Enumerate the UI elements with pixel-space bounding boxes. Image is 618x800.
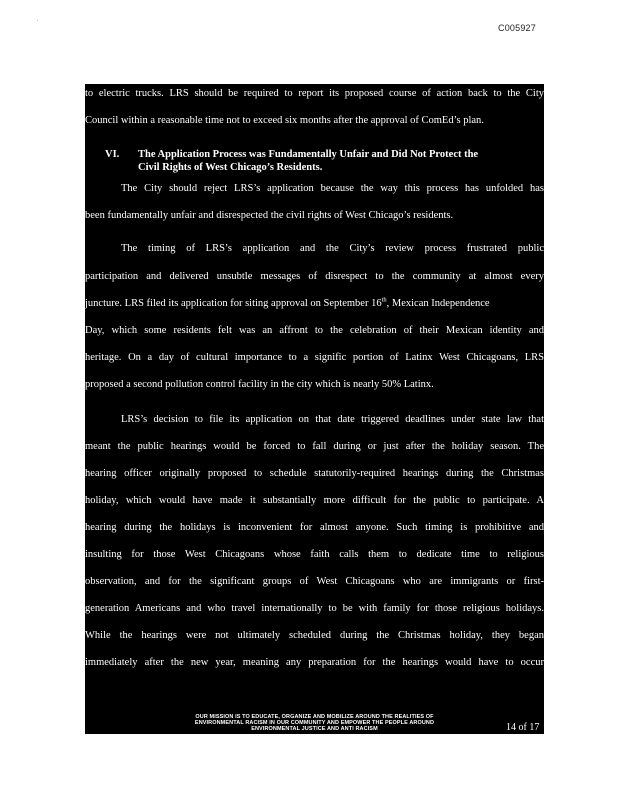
- footer-line: ENVIRONMENTAL JUSTICE AND ANTI RACISM: [251, 726, 378, 732]
- body-line: holiday, which would have made it substantially more difficult for the public to participate. A: [85, 495, 544, 506]
- section-title-line1: The Application Process was Fundamentally Unfair and Did Not Protect the: [138, 149, 479, 160]
- body-line: insulting for those West Chicagoans whose faith calls them to dedicate time to religious: [85, 549, 544, 560]
- body-line: LRS’s decision to file its application on that date triggered deadlines under state law that: [121, 414, 544, 425]
- footer-mission-statement: [85, 714, 544, 732]
- document-page-inverted: [85, 84, 544, 734]
- ordinal-suffix: th: [381, 296, 387, 304]
- body-line: The timing of LRS’s application and the City’s review process frustrated public: [121, 243, 544, 254]
- body-line: hearing officer originally proposed to schedule statutorily-required hearings during the Christmas: [85, 468, 544, 479]
- body-line: participation and delivered unsubtle messages of disrespect to the community at almost every: [85, 271, 544, 282]
- body-line: been fundamentally unfair and disrespected the civil rights of West Chicago’s residents.: [85, 210, 454, 221]
- body-line: generation Americans and who travel internationally to be with family for those religious holidays.: [85, 603, 544, 614]
- body-line: to electric trucks. LRS should be required to report its proposed course of action back to the City: [85, 88, 544, 99]
- section-number: VI.: [105, 149, 120, 160]
- body-line: proposed a second pollution control facility in the city which is nearly 50% Latinx.: [85, 379, 434, 390]
- body-line: immediately after the new year, meaning any preparation for the hearings would have to occur: [85, 657, 544, 668]
- body-text: , Mexican Independence: [386, 298, 490, 309]
- document-control-number: C005927: [498, 23, 536, 33]
- body-line: Day, which some residents felt was an affront to the celebration of their Mexican identity and: [85, 325, 544, 336]
- body-line: meant the public hearings would be forced to fall during or just after the holiday season. The: [85, 441, 544, 452]
- body-line: heritage. On a day of cultural importance to a signific portion of Latinx West Chicagoans, LRS: [85, 352, 544, 363]
- section-heading: [105, 149, 478, 161]
- section-title-line2: Civil Rights of West Chicago’s Residents.: [138, 162, 323, 173]
- page-number: 14 of 17: [506, 722, 540, 733]
- body-line: Council within a reasonable time not to exceed six months after the approval of ComEd’s plan.: [85, 115, 484, 126]
- body-line: While the hearings were not ultimately scheduled during the Christmas holiday, they began: [85, 630, 544, 641]
- body-line: The City should reject LRS’s application because the way this process has unfolded has: [121, 183, 544, 194]
- body-line: observation, and for the significant groups of West Chicagoans who are immigrants or first-: [85, 576, 544, 587]
- footer-line: OUR MISSION IS TO EDUCATE, ORGANIZE AND MOBILIZE AROUND THE REALITIES OF: [195, 714, 434, 720]
- scan-artifact: [37, 20, 38, 21]
- body-line: hearing during the holidays is inconvenient for almost anyone. Such timing is prohibitive and: [85, 522, 544, 533]
- footer-line: ENVIRONMENTAL RACISM IN OUR COMMUNITY AND EMPOWER THE PEOPLE AROUND: [194, 720, 435, 726]
- body-text: juncture. LRS filed its application for siting approval on September 16: [85, 298, 382, 309]
- body-line-with-superscript: [85, 298, 544, 310]
